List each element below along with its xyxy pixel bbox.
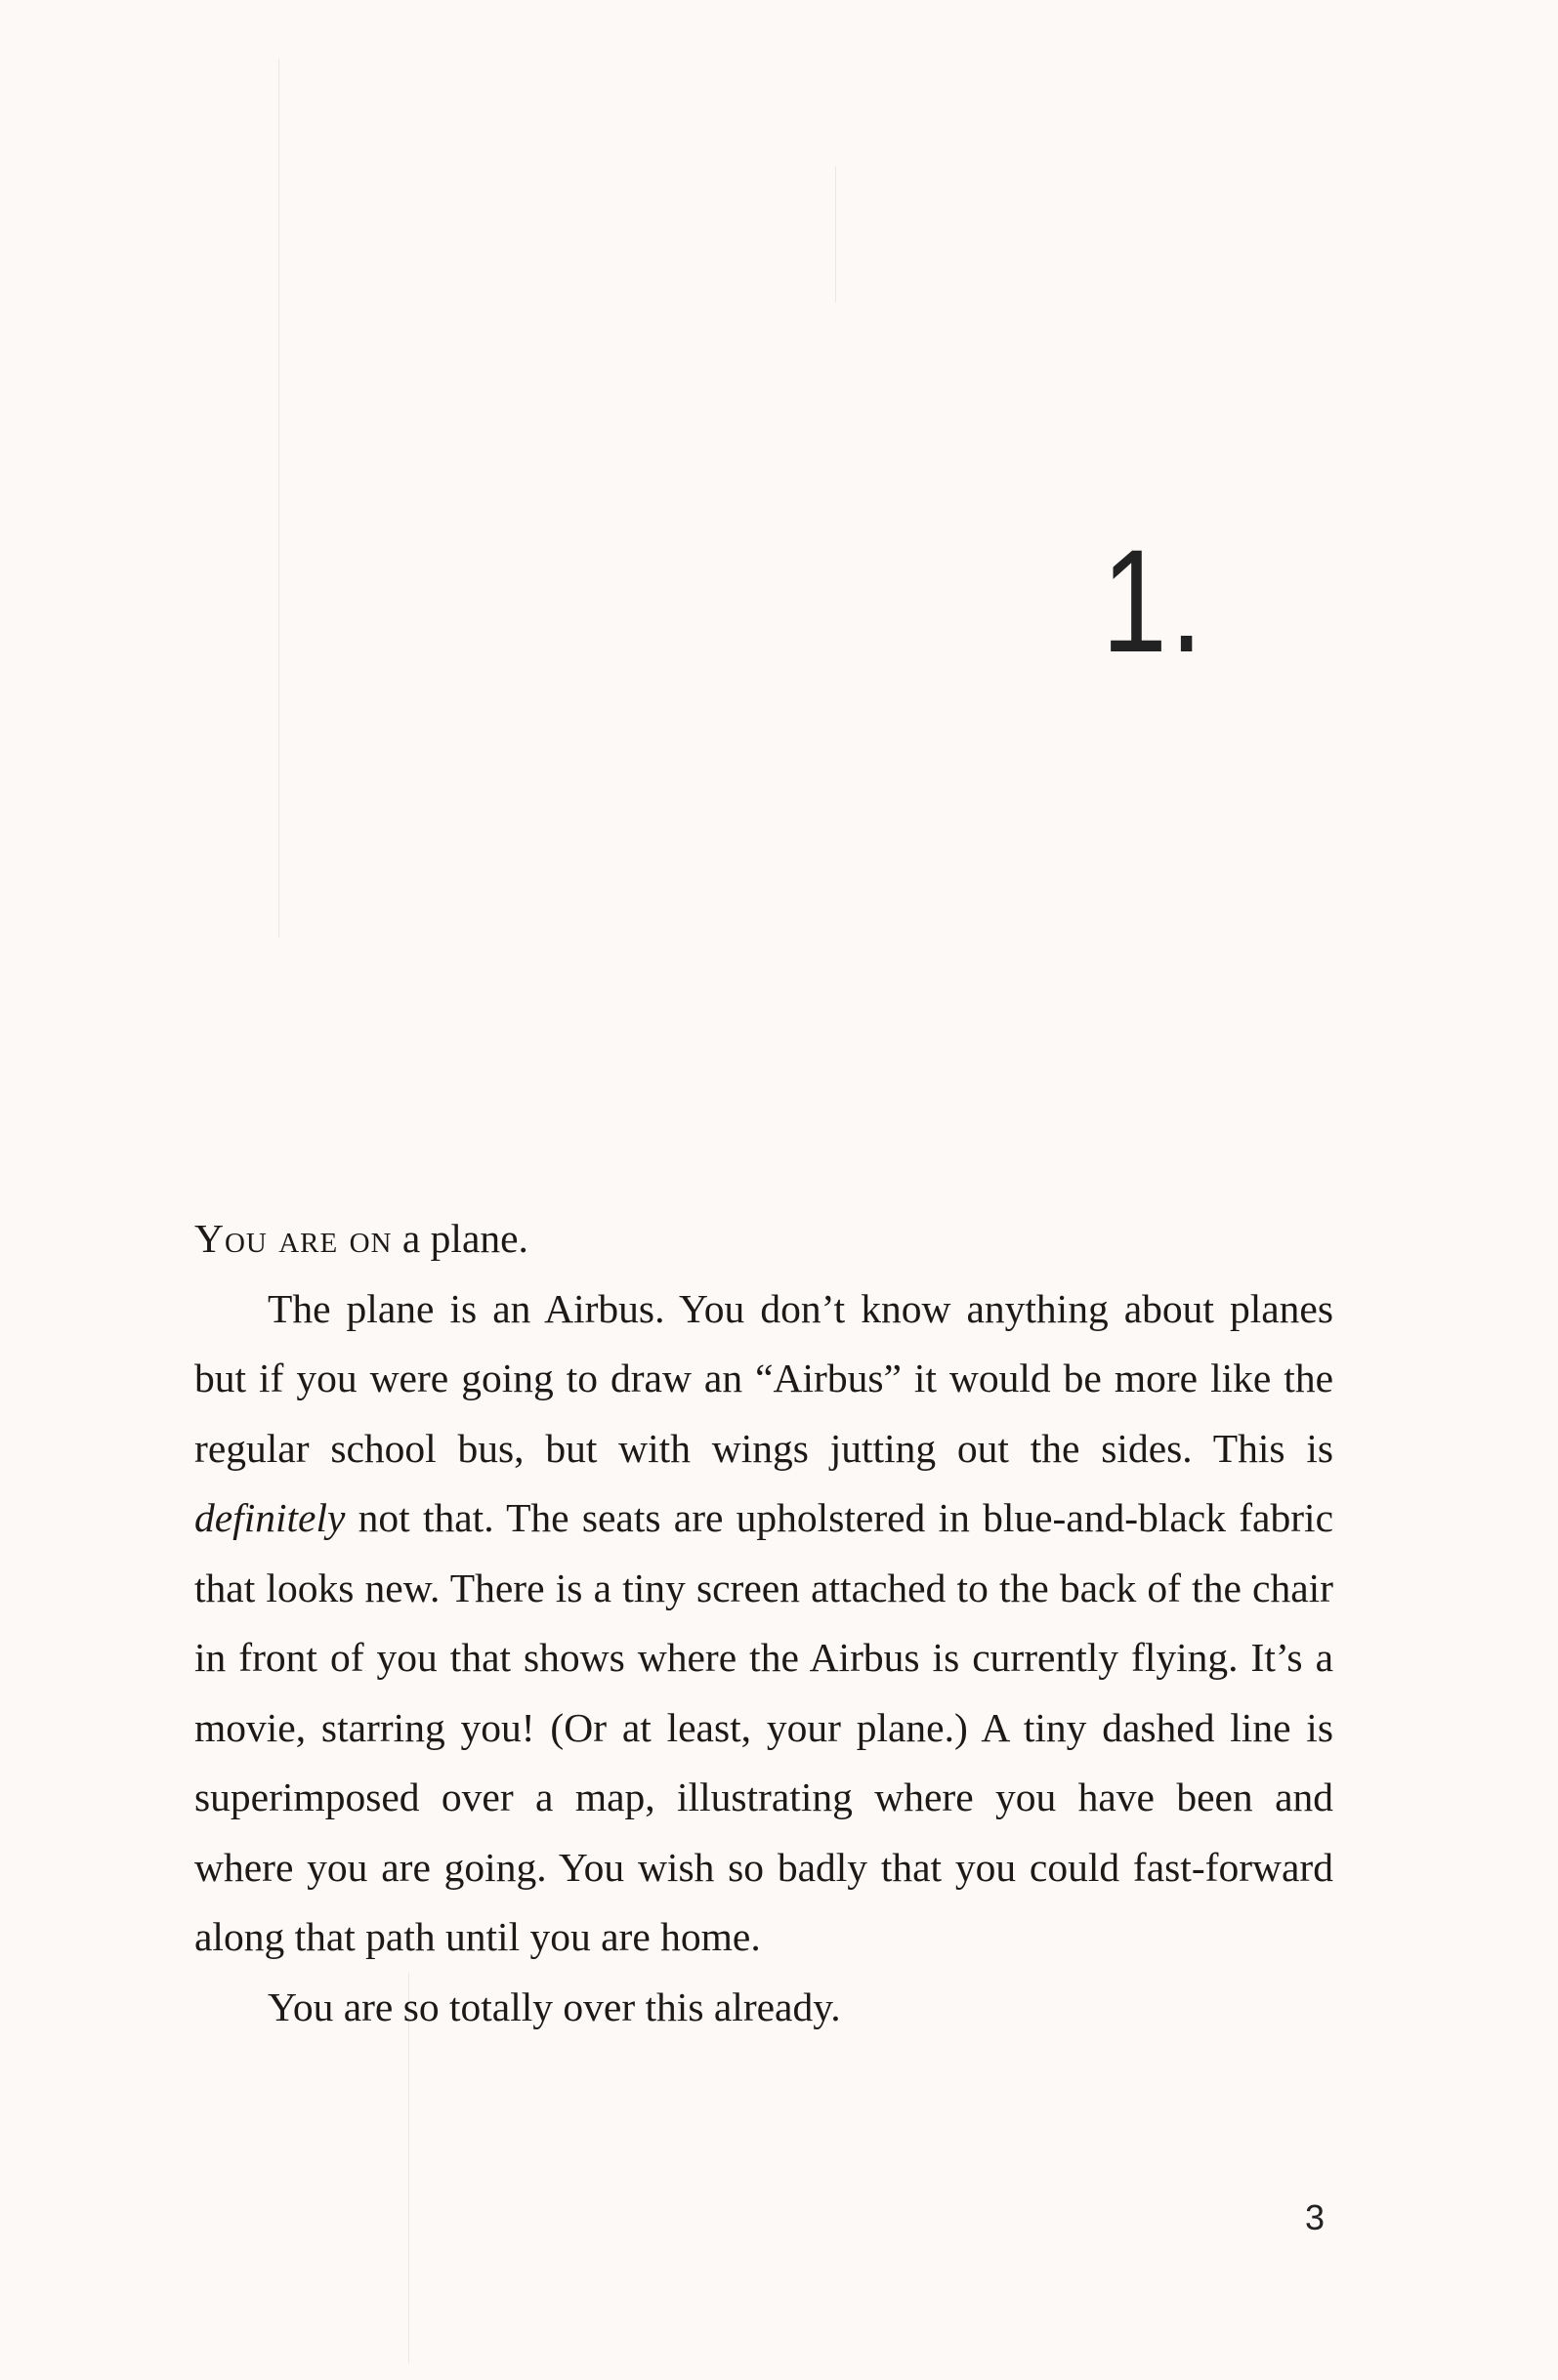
paragraph-text-continued: not that. The seats are upholstered in blue-and-black fabric that looks new. There is a tiny screen attached to the back of the chair in front of you that shows where the Airbus is currently flying. It’s a movie, starring you! (Or at least, your plane.) A tiny dashed line is superimposed over a map, illustrating where you have been and where you are going. You wish so badly that you could fast-forward along that path until you are home. (194, 1495, 1333, 1959)
opening-paragraph (194, 1204, 1333, 1274)
chapter-number: 1. (1102, 519, 1206, 683)
paragraph (194, 1274, 1333, 1973)
paragraph-text: The plane is an Airbus. You don’t know anything about planes but if you were going to draw an “Airbus” it would be more like the regular school bus, but with wings jutting out the sides. This is (194, 1285, 1333, 1471)
chapter-body (194, 1204, 1333, 2042)
page-number: 3 (1305, 2197, 1326, 2237)
emphasis-text: definitely (194, 1495, 346, 1540)
scan-artifact (835, 166, 836, 303)
opening-smallcaps: You are on (194, 1216, 393, 1261)
opening-rest: a plane. (392, 1216, 528, 1261)
closing-text: You are so totally over this already. (268, 1983, 841, 2029)
scan-artifact (278, 59, 279, 938)
closing-paragraph (194, 1973, 1333, 2043)
